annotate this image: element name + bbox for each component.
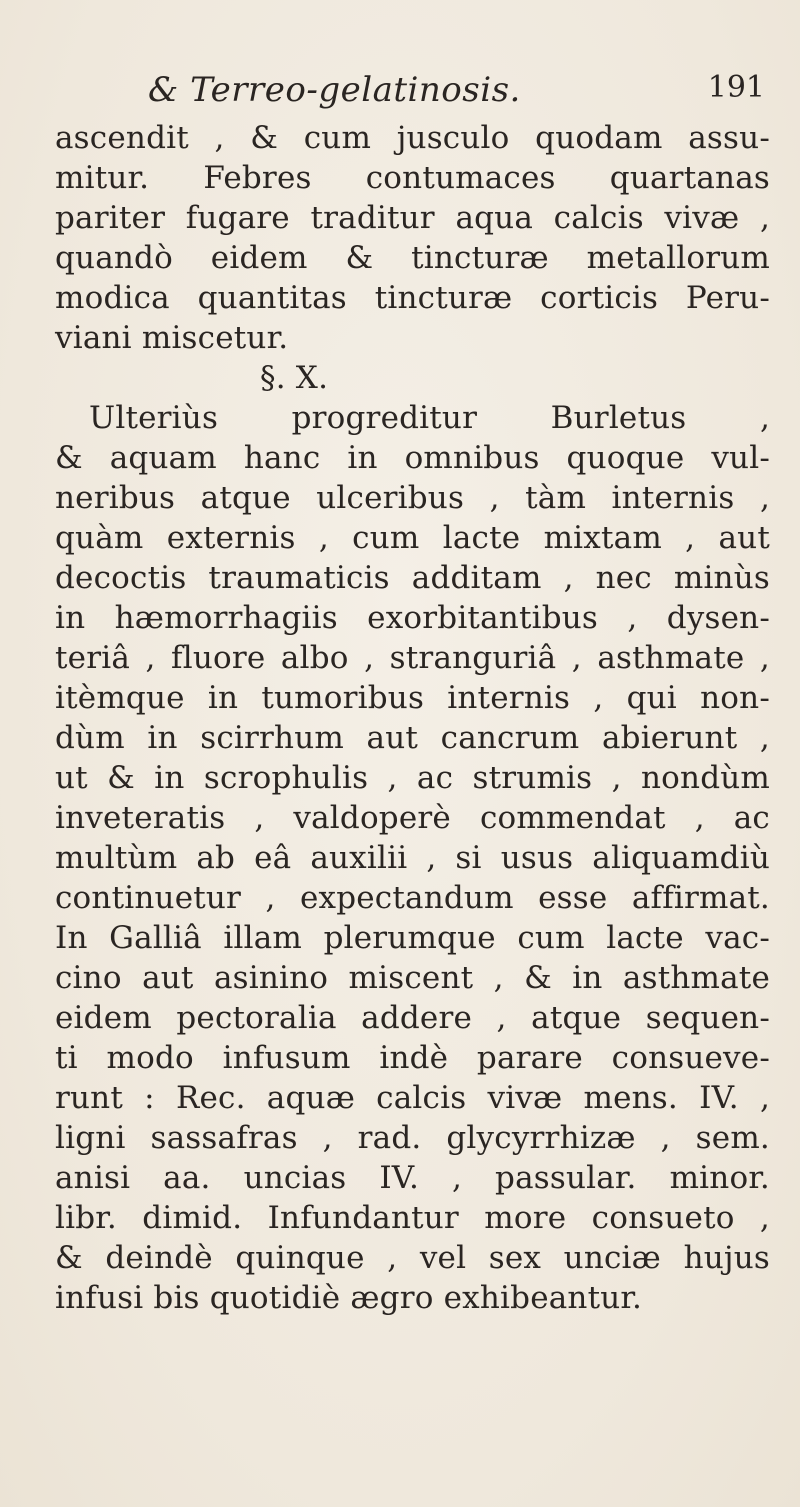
text-line: anisi aa. uncias IV. , passular. minor. [55, 1160, 770, 1196]
text-line: viani miscetur. [55, 320, 289, 356]
text-line: In Galliâ illam plerumque cum lacte vac- [55, 920, 770, 956]
text-line: ut & in scrophulis , ac strumis , nondùm [55, 760, 770, 796]
text-line: neribus atque ulceribus , tàm internis , [55, 480, 770, 516]
text-line: libr. dimid. Infundantur more consueto , [55, 1200, 770, 1236]
text-line: cino aut asinino miscent , & in asthmate [55, 960, 770, 996]
text-line: Ulteriùs progreditur Burletus , [89, 400, 770, 436]
page-header [55, 70, 765, 114]
text-line: runt : Rec. aquæ calcis vivæ mens. IV. , [55, 1080, 770, 1116]
text-line: continuetur , expectandum esse affirmat. [55, 880, 770, 916]
text-line: modica quantitas tincturæ corticis Peru- [55, 280, 770, 316]
text-line: ascendit , & cum jusculo quodam assu- [55, 120, 770, 156]
text-line: decoctis traumaticis additam , nec minùs [55, 560, 770, 596]
text-line: inveteratis , valdoperè commendat , ac [55, 800, 770, 836]
text-line: itèmque in tumoribus internis , qui non- [55, 680, 770, 716]
text-line: ti modo infusum indè parare consueve- [55, 1040, 770, 1076]
text-line: eidem pectoralia addere , atque sequen- [55, 1000, 770, 1036]
text-line: pariter fugare traditur aqua calcis vivæ , [55, 200, 770, 236]
text-line: quàm externis , cum lacte mixtam , aut [55, 520, 770, 556]
body-text [55, 118, 770, 1318]
text-line: & aquam hanc in omnibus quoque vul- [55, 440, 770, 476]
section-heading: §. X. [260, 360, 329, 396]
text-line: ligni sassafras , rad. glycyrrhizæ , sem. [55, 1120, 770, 1156]
text-line: infusi bis quotidiè ægro exhibeantur. [55, 1280, 643, 1316]
text-line: mitur. Febres contumaces quartanas [55, 160, 770, 196]
text-line: quandò eidem & tincturæ metallorum [55, 240, 770, 276]
text-line: multùm ab eâ auxilii , si usus aliquamdiù [55, 840, 770, 876]
text-line: teriâ , fluore albo , stranguriâ , asthmate , [55, 640, 770, 676]
text-line: & deindè quinque , vel sex unciæ hujus [55, 1240, 770, 1276]
running-title: & Terreo-gelatinosis. [148, 70, 521, 110]
text-line: dùm in scirrhum aut cancrum abierunt , [55, 720, 770, 756]
page-number: 191 [707, 70, 765, 105]
text-line: in hæmorrhagiis exorbitantibus , dysen- [55, 600, 770, 636]
